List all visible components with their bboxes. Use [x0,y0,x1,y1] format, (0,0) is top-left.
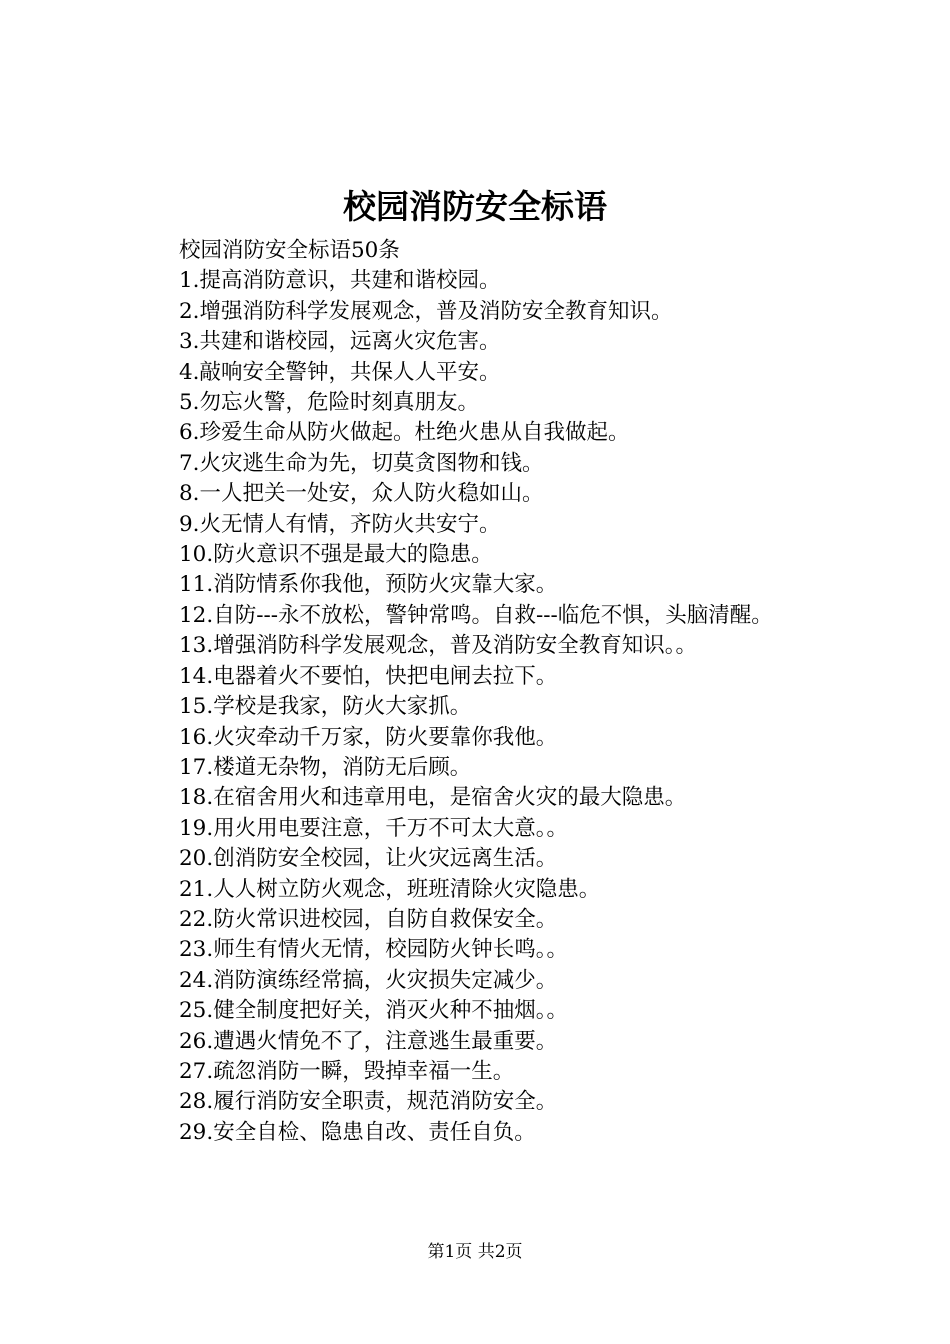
list-item: 23.师生有情火无情，校园防火钟长鸣。。 [179,937,568,963]
page-title: 校园消防安全标语 [343,187,607,226]
list-item: 27.疏忽消防一瞬，毁掉幸福一生。 [179,1058,515,1084]
list-item: 21.人人树立防火观念，班班清除火灾隐患。 [179,876,601,902]
list-item: 15.学校是我家，防火大家抓。 [179,694,472,720]
list-item: 16.火灾牵动千万家，防火要靠你我他。 [179,724,558,750]
page-footer: 第1页 共2页 [427,1242,523,1262]
list-item: 25.健全制度把好关，消灭火种不抽烟。。 [179,998,568,1024]
list-item: 22.防火常识进校园，自防自救保安全。 [179,906,558,932]
list-item: 6.珍爱生命从防火做起。杜绝火患从自我做起。 [179,420,630,446]
list-item: 18.在宿舍用火和违章用电，是宿舍火灾的最大隐患。 [179,785,687,811]
list-item: 5.勿忘火警，危险时刻真朋友。 [179,390,480,416]
list-item: 26.遭遇火情免不了，注意逃生最重要。 [179,1028,558,1054]
list-item: 11.消防情系你我他，预防火灾靠大家。 [179,572,558,598]
list-item: 19.用火用电要注意，千万不可太大意。。 [179,815,568,841]
document-body [131,236,831,1148]
list-item: 24.消防演练经常搞，火灾损失定减少。 [179,967,558,993]
list-item: 12.自防---永不放松，警钟常鸣。自救---临危不惧，头脑清醒。 [179,602,773,628]
list-item: 9.火无情人有情，齐防火共安宁。 [179,511,501,537]
intro-line: 校园消防安全标语50条 [179,238,400,263]
list-item: 20.创消防安全校园，让火灾远离生活。 [179,846,558,872]
list-item: 4.敲响安全警钟，共保人人平安。 [179,359,501,385]
list-item: 13.增强消防科学发展观念，普及消防安全教育知识。。 [179,633,697,659]
list-item: 7.火灾逃生命为先，切莫贪图物和钱。 [179,450,544,476]
list-item: 29.安全自检、隐患自改、责任自负。 [179,1119,536,1145]
list-item: 10.防火意识不强是最大的隐患。 [179,542,493,568]
list-item: 1.提高消防意识，共建和谐校园。 [179,268,501,294]
list-item: 3.共建和谐校园，远离火灾危害。 [179,329,501,355]
list-item: 28.履行消防安全职责，规范消防安全。 [179,1089,558,1115]
list-item: 8.一人把关一处安，众人防火稳如山。 [179,481,544,507]
list-item: 2.增强消防科学发展观念，普及消防安全教育知识。 [179,298,673,324]
list-item: 17.楼道无杂物，消防无后顾。 [179,754,472,780]
list-item: 14.电器着火不要怕，快把电闸去拉下。 [179,663,558,689]
